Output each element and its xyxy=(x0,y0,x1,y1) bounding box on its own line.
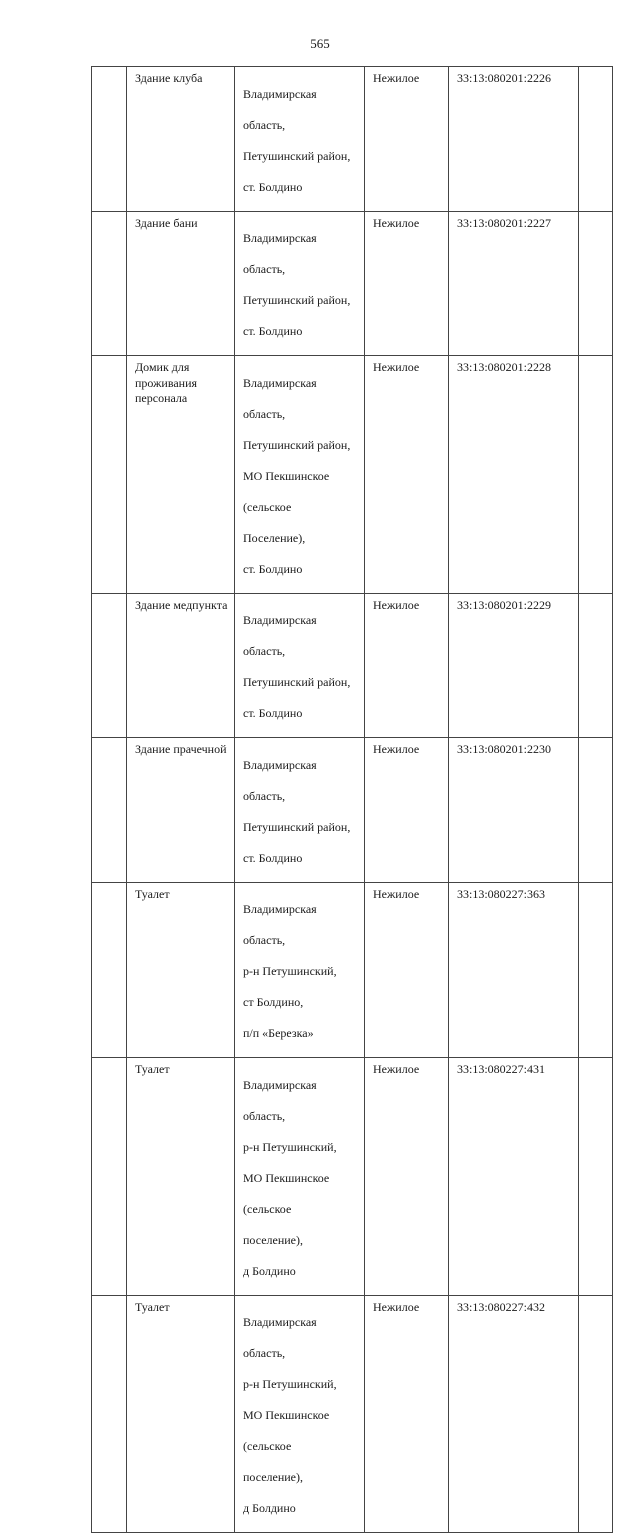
cadastral-number-cell: 33:13:080227:363 xyxy=(449,882,579,1058)
cadastral-number-cell: 33:13:080201:2229 xyxy=(449,593,579,738)
table-row xyxy=(92,356,613,594)
notes-cell xyxy=(579,1295,613,1533)
address-cell xyxy=(235,1295,365,1533)
cadastral-number-cell: 33:13:080227:432 xyxy=(449,1295,579,1533)
object-name-cell: Туалет xyxy=(127,1058,235,1296)
object-name-cell: Здание прачечной xyxy=(127,738,235,883)
purpose-cell: Нежилое xyxy=(365,356,449,594)
address-line: область, xyxy=(243,788,286,803)
object-name-cell: Туалет xyxy=(127,1295,235,1533)
address-line: область, xyxy=(243,644,286,658)
notes-cell xyxy=(579,1058,613,1296)
table-row xyxy=(92,211,613,356)
address-line: Поселение), xyxy=(243,530,306,545)
cadastral-number-cell: 33:13:080201:2226 xyxy=(449,67,579,212)
notes-cell xyxy=(579,593,613,738)
table-row xyxy=(92,1295,613,1533)
address-line: (сельское xyxy=(243,1439,292,1453)
address-line: Петушинский район, xyxy=(243,819,351,834)
address-cell xyxy=(235,882,365,1058)
address-line: МО Пекшинское xyxy=(243,468,330,483)
row-number-cell xyxy=(92,356,127,594)
row-number-cell xyxy=(92,211,127,356)
address-line: Владимирская xyxy=(243,1315,317,1329)
purpose-cell: Нежилое xyxy=(365,1295,449,1533)
address-line: Петушинский район, xyxy=(243,148,351,163)
address-line: (сельское xyxy=(243,1201,292,1216)
address-line: ст. Болдино xyxy=(243,561,303,576)
notes-cell xyxy=(579,882,613,1058)
property-table xyxy=(91,66,613,1533)
address-line: МО Пекшинское xyxy=(243,1170,330,1185)
address-line: ст. Болдино xyxy=(243,324,303,338)
address-line: Владимирская xyxy=(243,757,317,772)
address-line: д Болдино xyxy=(243,1263,296,1278)
object-name-cell: Здание медпункта xyxy=(127,593,235,738)
object-name-cell: Домик для проживания персонала xyxy=(127,356,235,594)
address-line: область, xyxy=(243,117,286,132)
address-line: Владимирская xyxy=(243,231,317,245)
address-cell xyxy=(235,738,365,883)
address-line: область, xyxy=(243,262,286,276)
table-row xyxy=(92,738,613,883)
address-line: область, xyxy=(243,933,286,947)
purpose-cell: Нежилое xyxy=(365,738,449,883)
address-line: область, xyxy=(243,1346,286,1360)
notes-cell xyxy=(579,211,613,356)
row-number-cell xyxy=(92,1295,127,1533)
page-number: 565 xyxy=(310,36,330,51)
table-row xyxy=(92,882,613,1058)
address-cell xyxy=(235,211,365,356)
address-line: Петушинский район, xyxy=(243,437,351,452)
address-cell xyxy=(235,67,365,212)
purpose-cell: Нежилое xyxy=(365,67,449,212)
cadastral-number-cell: 33:13:080227:431 xyxy=(449,1058,579,1296)
row-number-cell xyxy=(92,593,127,738)
address-line: ст. Болдино xyxy=(243,850,303,865)
address-line: д Болдино xyxy=(243,1501,296,1515)
address-line: ст. Болдино xyxy=(243,179,303,194)
notes-cell xyxy=(579,738,613,883)
address-line: р-н Петушинский, xyxy=(243,1139,337,1154)
object-name-cell: Туалет xyxy=(127,882,235,1058)
purpose-cell: Нежилое xyxy=(365,1058,449,1296)
row-number-cell xyxy=(92,1058,127,1296)
address-cell xyxy=(235,356,365,594)
row-number-cell xyxy=(92,738,127,883)
row-number-cell xyxy=(92,882,127,1058)
address-cell xyxy=(235,1058,365,1296)
address-line: Петушинский район, xyxy=(243,675,351,689)
cadastral-number-cell: 33:13:080201:2228 xyxy=(449,356,579,594)
address-line: поселение), xyxy=(243,1232,303,1247)
address-line: Владимирская xyxy=(243,1077,317,1092)
purpose-cell: Нежилое xyxy=(365,211,449,356)
purpose-cell: Нежилое xyxy=(365,882,449,1058)
address-line: поселение), xyxy=(243,1470,303,1484)
address-line: область, xyxy=(243,406,286,421)
table-row xyxy=(92,593,613,738)
notes-cell xyxy=(579,356,613,594)
object-name-cell: Здание клуба xyxy=(127,67,235,212)
address-line: ст Болдино, xyxy=(243,995,304,1009)
address-line: (сельское xyxy=(243,499,292,514)
address-line: р-н Петушинский, xyxy=(243,964,337,978)
address-line: Владимирская xyxy=(243,613,317,627)
purpose-cell: Нежилое xyxy=(365,593,449,738)
address-line: область, xyxy=(243,1108,286,1123)
address-line: Владимирская xyxy=(243,902,317,916)
address-line: Владимирская xyxy=(243,86,317,101)
address-line: Петушинский район, xyxy=(243,293,351,307)
notes-cell xyxy=(579,67,613,212)
address-cell xyxy=(235,593,365,738)
row-number-cell xyxy=(92,67,127,212)
address-line: п/п «Березка» xyxy=(243,1026,314,1040)
table-row xyxy=(92,1058,613,1296)
address-line: р-н Петушинский, xyxy=(243,1377,337,1391)
object-name-cell: Здание бани xyxy=(127,211,235,356)
cadastral-number-cell: 33:13:080201:2227 xyxy=(449,211,579,356)
cadastral-number-cell: 33:13:080201:2230 xyxy=(449,738,579,883)
address-line: ст. Болдино xyxy=(243,706,303,720)
table-row xyxy=(92,67,613,212)
address-line: МО Пекшинское xyxy=(243,1408,330,1422)
address-line: Владимирская xyxy=(243,375,317,390)
